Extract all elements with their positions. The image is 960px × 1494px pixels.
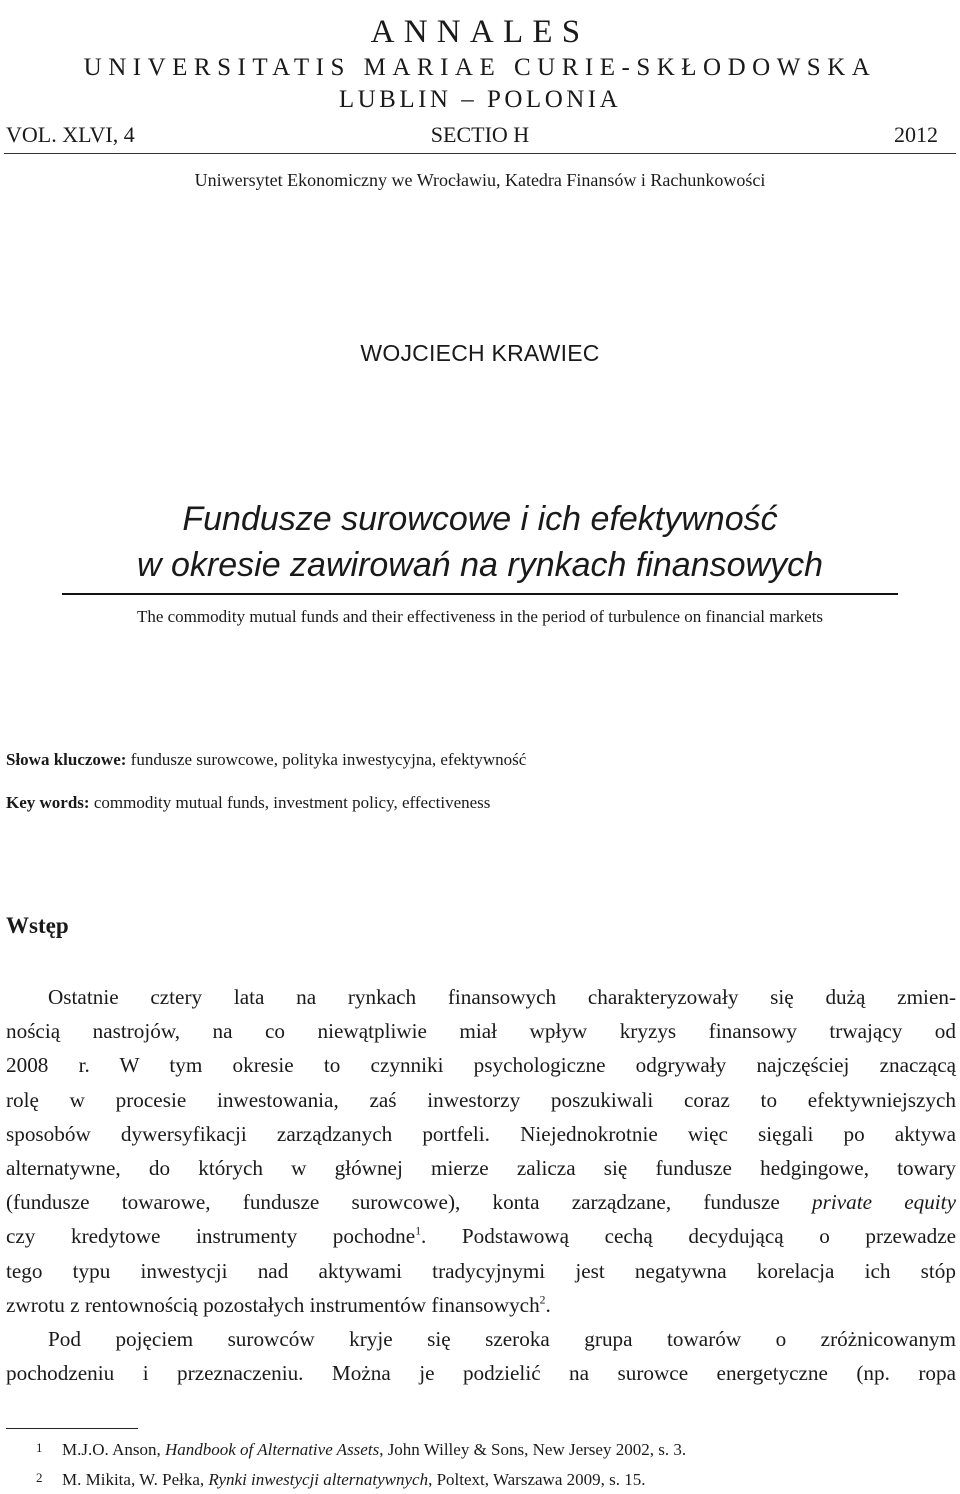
italic-term: private equity [812, 1190, 956, 1215]
keywords-english-value: commodity mutual funds, investment policy, effectiveness [89, 793, 491, 812]
text-line: Ostatnie cztery lata na rynkach finansowych charakteryzowały się dużą zmien- [48, 985, 956, 1009]
body-text [6, 980, 956, 1390]
paragraph-1 [6, 980, 956, 1322]
keywords-polish-label: Słowa kluczowe: [6, 750, 127, 769]
section-label: SECTIO H [430, 122, 530, 147]
keywords-polish [6, 750, 526, 770]
text-run: zwrotu z rentownością pozostałych instrumentów finansowych [6, 1292, 540, 1317]
author-name: WOJCIECH KRAWIEC [360, 340, 600, 366]
text-line [6, 1288, 956, 1322]
english-title: The commodity mutual funds and their effectiveness in the period of turbulence on financial markets [136, 607, 824, 626]
text-line: sposobów dywersyfikacji zarządzanych portfeli. Niejednokrotnie więc sięgali po aktywa [6, 1121, 956, 1146]
city-line: LUBLIN – POLONIA [338, 86, 622, 113]
footnote [36, 1440, 686, 1460]
footnote-book-title: Rynki inwestycji alternatywnych [208, 1470, 429, 1489]
text-line [6, 1219, 956, 1253]
text-line: nością nastrojów, na co niewątpliwie miał wpływ kryzys finansowy trwający od [6, 1019, 956, 1044]
text-line: pochodzeniu i przeznaczeniu. Można je podzielić na surowce energetyczne (np. ropa [6, 1361, 956, 1386]
text-line [6, 1185, 956, 1219]
keywords-polish-value: fundusze surowcowe, polityka inwestycyjna, efektywność [126, 750, 527, 769]
footnote-number: 1 [36, 1440, 43, 1455]
footnote-text: , Poltext, Warszawa 2009, s. 15. [428, 1470, 646, 1489]
keywords-english [6, 793, 490, 813]
footnote-text: M.J.O. Anson, [62, 1440, 165, 1459]
footnote-ref-1[interactable]: 1 [415, 1224, 422, 1238]
footnote [36, 1470, 646, 1490]
text-line: alternatywne, do których w głównej mierze zalicza się fundusze hedgingowe, towary [6, 1156, 956, 1181]
volume-label: VOL. XLVI, 4 [6, 122, 135, 147]
title-line-2: w okresie zawirowań na rynkach finansowych [137, 546, 823, 584]
affiliation: Uniwersytet Ekonomiczny we Wrocławiu, Katedra Finansów i Rachunkowości [194, 170, 766, 190]
journal-name: ANNALES [370, 14, 590, 50]
title-line-1: Fundusze surowcowe i ich efektywność [182, 500, 778, 538]
footnote-number: 2 [36, 1470, 43, 1485]
section-heading: Wstęp [6, 913, 69, 938]
footnote-rule [6, 1428, 138, 1429]
text-line: rolę w procesie inwestowania, zaś inwestorzy poszukiwali coraz to efektywniejszych [6, 1087, 956, 1112]
footnote-book-title: Handbook of Alternative Assets [164, 1440, 380, 1459]
text-run: . Podstawową cechą decydującą o przewadze [421, 1224, 956, 1249]
text-line: Pod pojęciem surowców kryje się szeroka grupa towarów o zróżnicowanym [48, 1327, 956, 1352]
footnote-text: M. Mikita, W. Pełka, [62, 1470, 209, 1489]
paragraph-2 [6, 1322, 956, 1390]
keywords-english-label: Key words: [6, 793, 90, 812]
text-run: (fundusze towarowe, fundusze surowcowe), konta zarządzane, fundusze [6, 1190, 812, 1215]
university-name: UNIVERSITATIS MARIAE CURIE-SKŁODOWSKA [83, 54, 877, 81]
title-rule [62, 593, 898, 595]
year-label: 2012 [894, 122, 938, 147]
text-line: 2008 r. W tym okresie to czynniki psychologiczne odgrywały najczęściej znaczącą [6, 1053, 956, 1078]
footnote-text: , John Willey & Sons, New Jersey 2002, s. 3. [379, 1440, 687, 1459]
text-run: . [545, 1292, 551, 1317]
text-run: czy kredytowe instrumenty pochodne [6, 1224, 416, 1249]
text-line: tego typu inwestycji nad aktywami tradycyjnymi jest negatywna korelacja ich stóp [6, 1258, 956, 1283]
header-rule [4, 153, 956, 154]
footnote-ref-2[interactable]: 2 [539, 1293, 546, 1307]
